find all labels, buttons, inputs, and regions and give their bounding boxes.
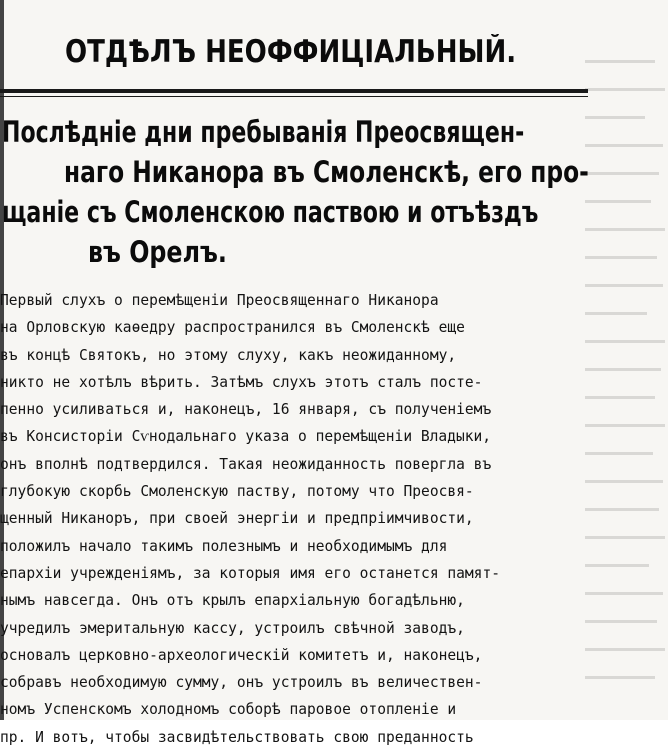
bleed-line — [585, 200, 651, 203]
body-line: глубокую скорбь Смоленскую паству, потому что Преосвя- — [0, 482, 474, 501]
body-line: въ концѣ Святокъ, но этому слуху, какъ неожиданному, — [0, 345, 457, 364]
bleed-line — [585, 396, 655, 399]
headline-line: щаніе съ Смоленскою паствою и отъѣздъ — [2, 195, 539, 229]
body-line: на Орловскую каѳедру распространился въ Смоленскѣ еще — [0, 318, 465, 337]
section-header — [6, 28, 576, 76]
bleed-line — [585, 172, 659, 175]
body-line: щенный Никаноръ, при своей энергіи и предпріимчивости, — [0, 509, 474, 528]
bleed-line — [585, 676, 655, 679]
bleed-line — [585, 648, 665, 651]
body-line: онъ вполнѣ подтвердился. Такая неожиданность повергла въ — [0, 454, 492, 473]
headline-line: наго Никанора въ Смоленскѣ, его про- — [64, 155, 589, 189]
body-line: пенно усиливаться и, наконецъ, 16 января, съ полученіемъ — [0, 400, 492, 419]
bleed-line — [585, 256, 657, 259]
bleed-line — [585, 284, 663, 287]
article-body — [0, 287, 590, 751]
bleed-line — [585, 564, 649, 567]
body-line: собравъ необходимую сумму, онъ устроилъ въ величествен- — [0, 673, 483, 692]
body-line: учредилъ эмеритальную кассу, устроилъ свѣчной заводъ, — [0, 618, 465, 637]
body-line: нымъ навсегда. Онъ отъ крылъ епархіальную богадѣльню, — [0, 591, 465, 610]
bleed-line — [585, 228, 665, 231]
body-line: епархіи учрежденіямъ, за которыя имя его останется памят- — [0, 563, 501, 582]
body-line: номъ Успенскомъ холодномъ соборѣ паровое отопленіе и — [0, 700, 457, 719]
bleed-line — [585, 480, 663, 483]
bleed-line — [585, 620, 657, 623]
bleed-line — [585, 508, 659, 511]
bleed-line — [585, 368, 661, 371]
headline-line: въ Орелъ. — [88, 235, 227, 269]
bleed-line — [585, 340, 665, 343]
section-title: ОТДѢЛЪ НЕОФФИЦІАЛЬНЫЙ. — [65, 34, 517, 70]
bleed-line — [585, 452, 653, 455]
body-line: никто не хотѣлъ вѣрить. Затѣмъ слухъ этотъ сталъ посте- — [0, 372, 483, 391]
bleed-line — [585, 88, 665, 91]
bleed-line — [585, 424, 665, 427]
body-line: въ Консисторіи Сѵнодальнаго указа о перемѣщеніи Владыки, — [0, 427, 492, 446]
header-rule-thin — [0, 96, 588, 97]
body-line: пр. И вотъ, чтобы засвидѣтельствовать свою преданность — [0, 727, 474, 746]
bleed-through-column — [585, 40, 668, 720]
article-headline — [2, 112, 589, 272]
bleed-line — [585, 60, 655, 63]
headline-line: Послѣдніе дни пребыванія Преосвящен- — [2, 115, 525, 149]
bleed-line — [585, 536, 665, 539]
body-line: Первый слухъ о перемѣщеніи Преосвященнаго Никанора — [0, 291, 439, 309]
header-rule-thick — [0, 89, 588, 93]
bleed-line — [585, 592, 663, 595]
bleed-line — [585, 144, 663, 147]
body-line: положилъ начало такимъ полезнымъ и необходимымъ для — [0, 536, 448, 555]
body-line: основалъ церковно-археологическій комитетъ и, наконецъ, — [0, 645, 483, 664]
bleed-line — [585, 312, 647, 315]
bleed-line — [585, 116, 645, 119]
